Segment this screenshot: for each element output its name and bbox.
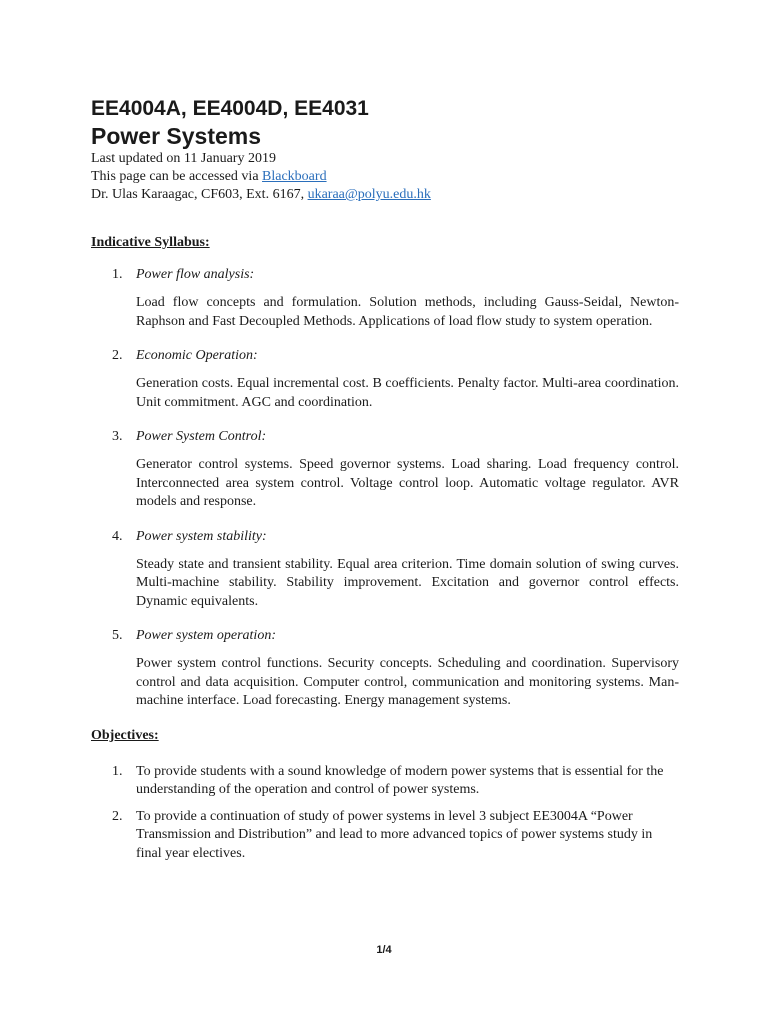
access-prefix: This page can be accessed via [91, 169, 263, 184]
topic-title [91, 428, 679, 446]
last-updated: Last updated on 11 January 2019 [91, 151, 276, 166]
objective-text: To provide students with a sound knowledge of modern power systems that is essential for the understanding of the operation and control of power systems. [136, 763, 664, 797]
syllabus-list [91, 266, 679, 711]
topic-number: 4. [112, 528, 123, 544]
topic-number: 5. [112, 628, 123, 643]
objective-number: 2. [112, 808, 123, 824]
list-item [91, 266, 679, 331]
topic-description: Generation costs. Equal incremental cost. B coefficients. Penalty factor. Multi-area coordination. Unit commitment. AGC and coordination. [136, 376, 679, 410]
objectives-heading: Objectives: [91, 727, 159, 743]
topic-number: 3. [112, 429, 123, 444]
topic-title-text: Power flow analysis: [136, 267, 255, 282]
list-item [91, 763, 679, 800]
topic-description: Steady state and transient stability. Equal area criterion. Time domain solution of swing curves. Multi-machine stability. Stability improvement. Excitation and governor control effects. Dynamic equivalents. [136, 556, 679, 609]
contact-prefix: Dr. Ulas Karaagac, CF603, Ext. 6167, [91, 187, 308, 202]
page-number: 1/4 [376, 944, 392, 956]
contact-line [91, 186, 679, 204]
blackboard-link[interactable]: Blackboard [262, 169, 327, 184]
access-line [91, 168, 679, 186]
list-item [91, 808, 679, 864]
syllabus-heading: Indicative Syllabus: [91, 235, 210, 250]
objective-text: To provide a continuation of study of power systems in level 3 subject EE3004A “Power Transmission and Distribution” and lead to more advanced topics of power systems study in final year electives. [136, 808, 653, 861]
list-item [91, 347, 679, 412]
list-item [91, 627, 679, 711]
topic-description: Generator control systems. Speed governor systems. Load sharing. Load frequency control. Interconnected area system control. Voltage control loop. Automatic voltage regulator. AVR models and response. [136, 457, 679, 509]
topic-number: 2. [112, 348, 123, 363]
topic-description: Load flow concepts and formulation. Solution methods, including Gauss-Seidal, Newton-Raphson and Fast Decoupled Methods. Applications of load flow study to system operation. [136, 295, 679, 329]
topic-title [91, 528, 679, 546]
objective-number: 1. [112, 763, 123, 779]
topic-title [91, 266, 679, 284]
objectives-list [91, 763, 679, 864]
topic-title-text: Power system stability: [136, 528, 267, 544]
list-item [91, 428, 679, 512]
topic-title-text: Power system operation: [136, 628, 276, 643]
email-link[interactable]: ukaraa@polyu.edu.hk [307, 187, 431, 202]
course-codes: EE4004A, EE4004D, EE4031 [91, 97, 369, 120]
topic-title [91, 627, 679, 645]
topic-title-text: Economic Operation: [136, 348, 258, 363]
topic-title-text: Power System Control: [136, 429, 267, 444]
page-title: Power Systems [91, 123, 262, 149]
topic-number: 1. [112, 267, 123, 282]
list-item [91, 528, 679, 612]
topic-description: Power system control functions. Security concepts. Scheduling and coordination. Supervisory control and data acquisition. Computer control, communication and monitoring systems. Man-machine interface. Load forecasting. Energy management systems. [136, 656, 679, 708]
topic-title [91, 347, 679, 365]
document-page [91, 96, 679, 871]
